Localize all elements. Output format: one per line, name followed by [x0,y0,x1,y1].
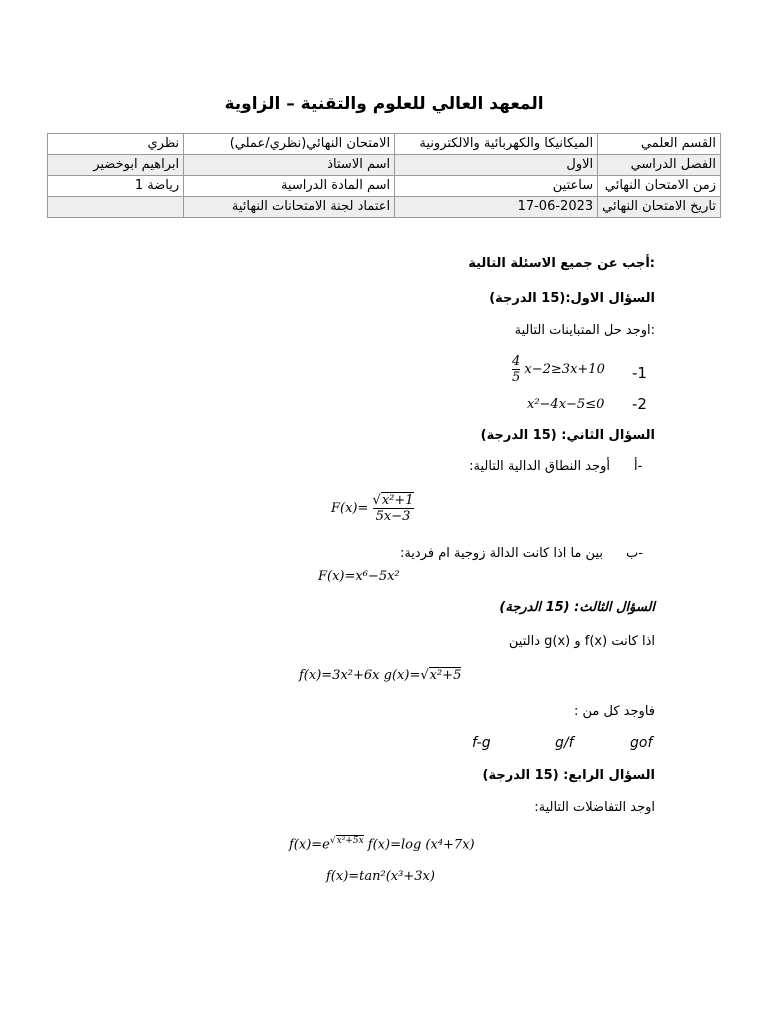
q1-item1-expression [512,354,605,385]
table-cell: الميكانيكا والكهربائية والالكترونية [395,134,598,155]
page-title: المعهد العالي للعلوم والتقنية – الزاوية [224,94,544,114]
table-cell: رياضة 1 [48,176,184,197]
q3-given: اذا كانت f(x) و g(x) دالتين [508,634,655,649]
fraction [512,354,520,385]
instruction-text: :أجب عن جميع الاسئلة التالية [468,256,655,271]
q4-heading: السؤال الرابع: (15 الدرجة) [482,768,655,783]
radicand: x²+5 [429,668,462,683]
q1-prompt: :اوجد حل المتباينات التالية [514,323,655,338]
log-function: f(x)=log (x⁴+7x) [367,837,475,853]
fraction [373,493,414,524]
table-cell: الامتحان النهائي(نظري/عملي) [184,134,395,155]
q3-op-g-over-f: g/f [555,735,574,751]
q2-part-a-text: أوجد النطاق الدالية التالية: [469,459,610,474]
q3-op-g-of-f: gof [630,735,653,751]
table-row [48,176,721,197]
q2-part-a-label: أ- [634,459,643,474]
function-g-lhs: g(x)= [383,668,421,683]
q1-item2-label: -2 [632,395,647,413]
table-cell: اعتماد لجنة الامتحانات النهائية [184,197,395,218]
q3-op-f-minus-g: f-g [472,735,491,751]
function-lhs: F(x)= [331,501,369,516]
q2-part-b-text: بين ما اذا كانت الدالة زوجية ام فردية: [399,546,603,561]
fraction-denominator: 5 [512,370,521,385]
table-cell: تاريخ الامتحان النهائي [598,197,721,218]
q1-item2-expression: x²−4x−5≤0 [527,397,605,412]
table-cell: ابراهيم ابوخضير [48,155,184,176]
inequality-text: x−2≥3x+10 [524,362,605,377]
q2-part-b-label: ب- [626,546,643,561]
q2-function-b: F(x)=x⁶−5x² [318,569,400,584]
table-cell: الاول [395,155,598,176]
table-row [48,134,721,155]
table-cell: اسم المادة الدراسية [184,176,395,197]
q4-tan-function: f(x)=tan²(x³+3x) [326,869,435,884]
q2-heading: السؤال الثاني: (15 الدرجة) [480,428,655,443]
table-cell: القسم العلمي [598,134,721,155]
q2-function-a [331,493,414,524]
fraction-numerator: 4 [512,354,521,369]
table-cell: 17-06-2023 [395,197,598,218]
q1-heading: السؤال الاول:(15 الدرجة) [489,291,655,306]
table-cell: نظري [48,134,184,155]
q1-item1-label: -1 [632,364,647,382]
fraction-denominator: 5x−3 [373,508,414,524]
table-row [48,155,721,176]
exam-info-table [47,133,721,218]
q3-find-text: فاوجد كل من : [574,704,655,719]
q3-functions: f(x)=3x²+6x g(x)=√x²+5 [299,668,462,683]
function-f: f(x)=3x²+6x [299,668,380,683]
table-cell: الفصل الدراسي [598,155,721,176]
radicand: x²+1 [381,493,414,508]
q4-functions-row [289,836,475,852]
table-row [48,197,721,218]
fraction-numerator: √x²+1 [372,493,414,508]
radicand: x²+5x [336,836,364,846]
table-cell: زمن الامتحان النهائي [598,176,721,197]
q4-prompt: اوجد التفاضلات التالية: [534,800,655,815]
table-cell: اسم الاستاذ [184,155,395,176]
table-cell: ساعتين [395,176,598,197]
exponent: √x²+5x [329,836,364,846]
q3-heading: السؤال الثالث: (15 الدرجة) [499,600,655,615]
exp-function-lhs: f(x)=e [289,837,330,853]
table-cell [48,197,184,218]
